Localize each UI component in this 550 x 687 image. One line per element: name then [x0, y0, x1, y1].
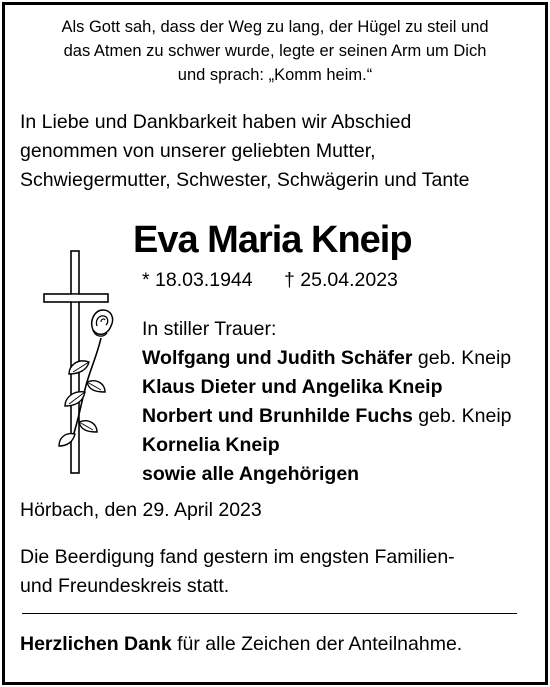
birth-date: * 18.03.1944 — [142, 269, 253, 291]
mourner-name: Wolfgang und Judith Schäfer — [142, 347, 413, 369]
mourner-name: Kornelia Kneip — [142, 434, 280, 456]
mourner-name: Klaus Dieter und Angelika Kneip — [142, 376, 443, 398]
intro-line: In Liebe und Dankbarkeit haben wir Abschied — [20, 111, 412, 133]
mourners-list — [142, 315, 512, 489]
thanks-bold: Herzlichen Dank — [20, 633, 172, 655]
intro-text — [20, 108, 535, 195]
thanks-note — [20, 633, 462, 656]
mourners-heading: In stiller Trauer: — [142, 318, 277, 340]
mourner-row — [142, 344, 512, 373]
place-and-date: Hörbach, den 29. April 2023 — [20, 499, 262, 521]
life-dates — [142, 269, 398, 292]
mourner-name: Norbert und Brunhilde Fuchs — [142, 405, 413, 427]
poem-line: das Atmen zu schwer wurde, legte er seinen Arm um Dich — [63, 42, 487, 60]
mourner-row — [142, 431, 512, 460]
mourner-row — [142, 402, 512, 431]
mourner-suffix: geb. Kneip — [412, 405, 512, 427]
poem-line: und sprach: „Komm heim.“ — [177, 66, 373, 84]
divider — [22, 613, 517, 614]
intro-line: Schwiegermutter, Schwester, Schwägerin und Tante — [20, 169, 470, 191]
funeral-line: Die Beerdigung fand gestern im engsten Familien- — [20, 546, 455, 568]
funeral-line: und Freundeskreis statt. — [20, 575, 230, 597]
obituary-notice — [2, 2, 548, 685]
mourner-row — [142, 373, 512, 402]
deceased-name: Eva Maria Kneip — [133, 219, 412, 261]
intro-line: genommen von unserer geliebten Mutter, — [20, 140, 376, 162]
poem-line: Als Gott sah, dass der Weg zu lang, der Hügel zu steil und — [61, 18, 489, 36]
cross-with-rose-icon — [43, 250, 123, 480]
mourner-name: sowie alle Angehörigen — [142, 463, 360, 485]
poem — [5, 15, 545, 87]
mourner-row — [142, 460, 512, 489]
death-date: † 25.04.2023 — [284, 269, 398, 291]
funeral-note — [20, 543, 455, 601]
mourner-suffix: geb. Kneip — [412, 347, 512, 369]
thanks-rest: für alle Zeichen der Anteilnahme. — [171, 633, 463, 655]
